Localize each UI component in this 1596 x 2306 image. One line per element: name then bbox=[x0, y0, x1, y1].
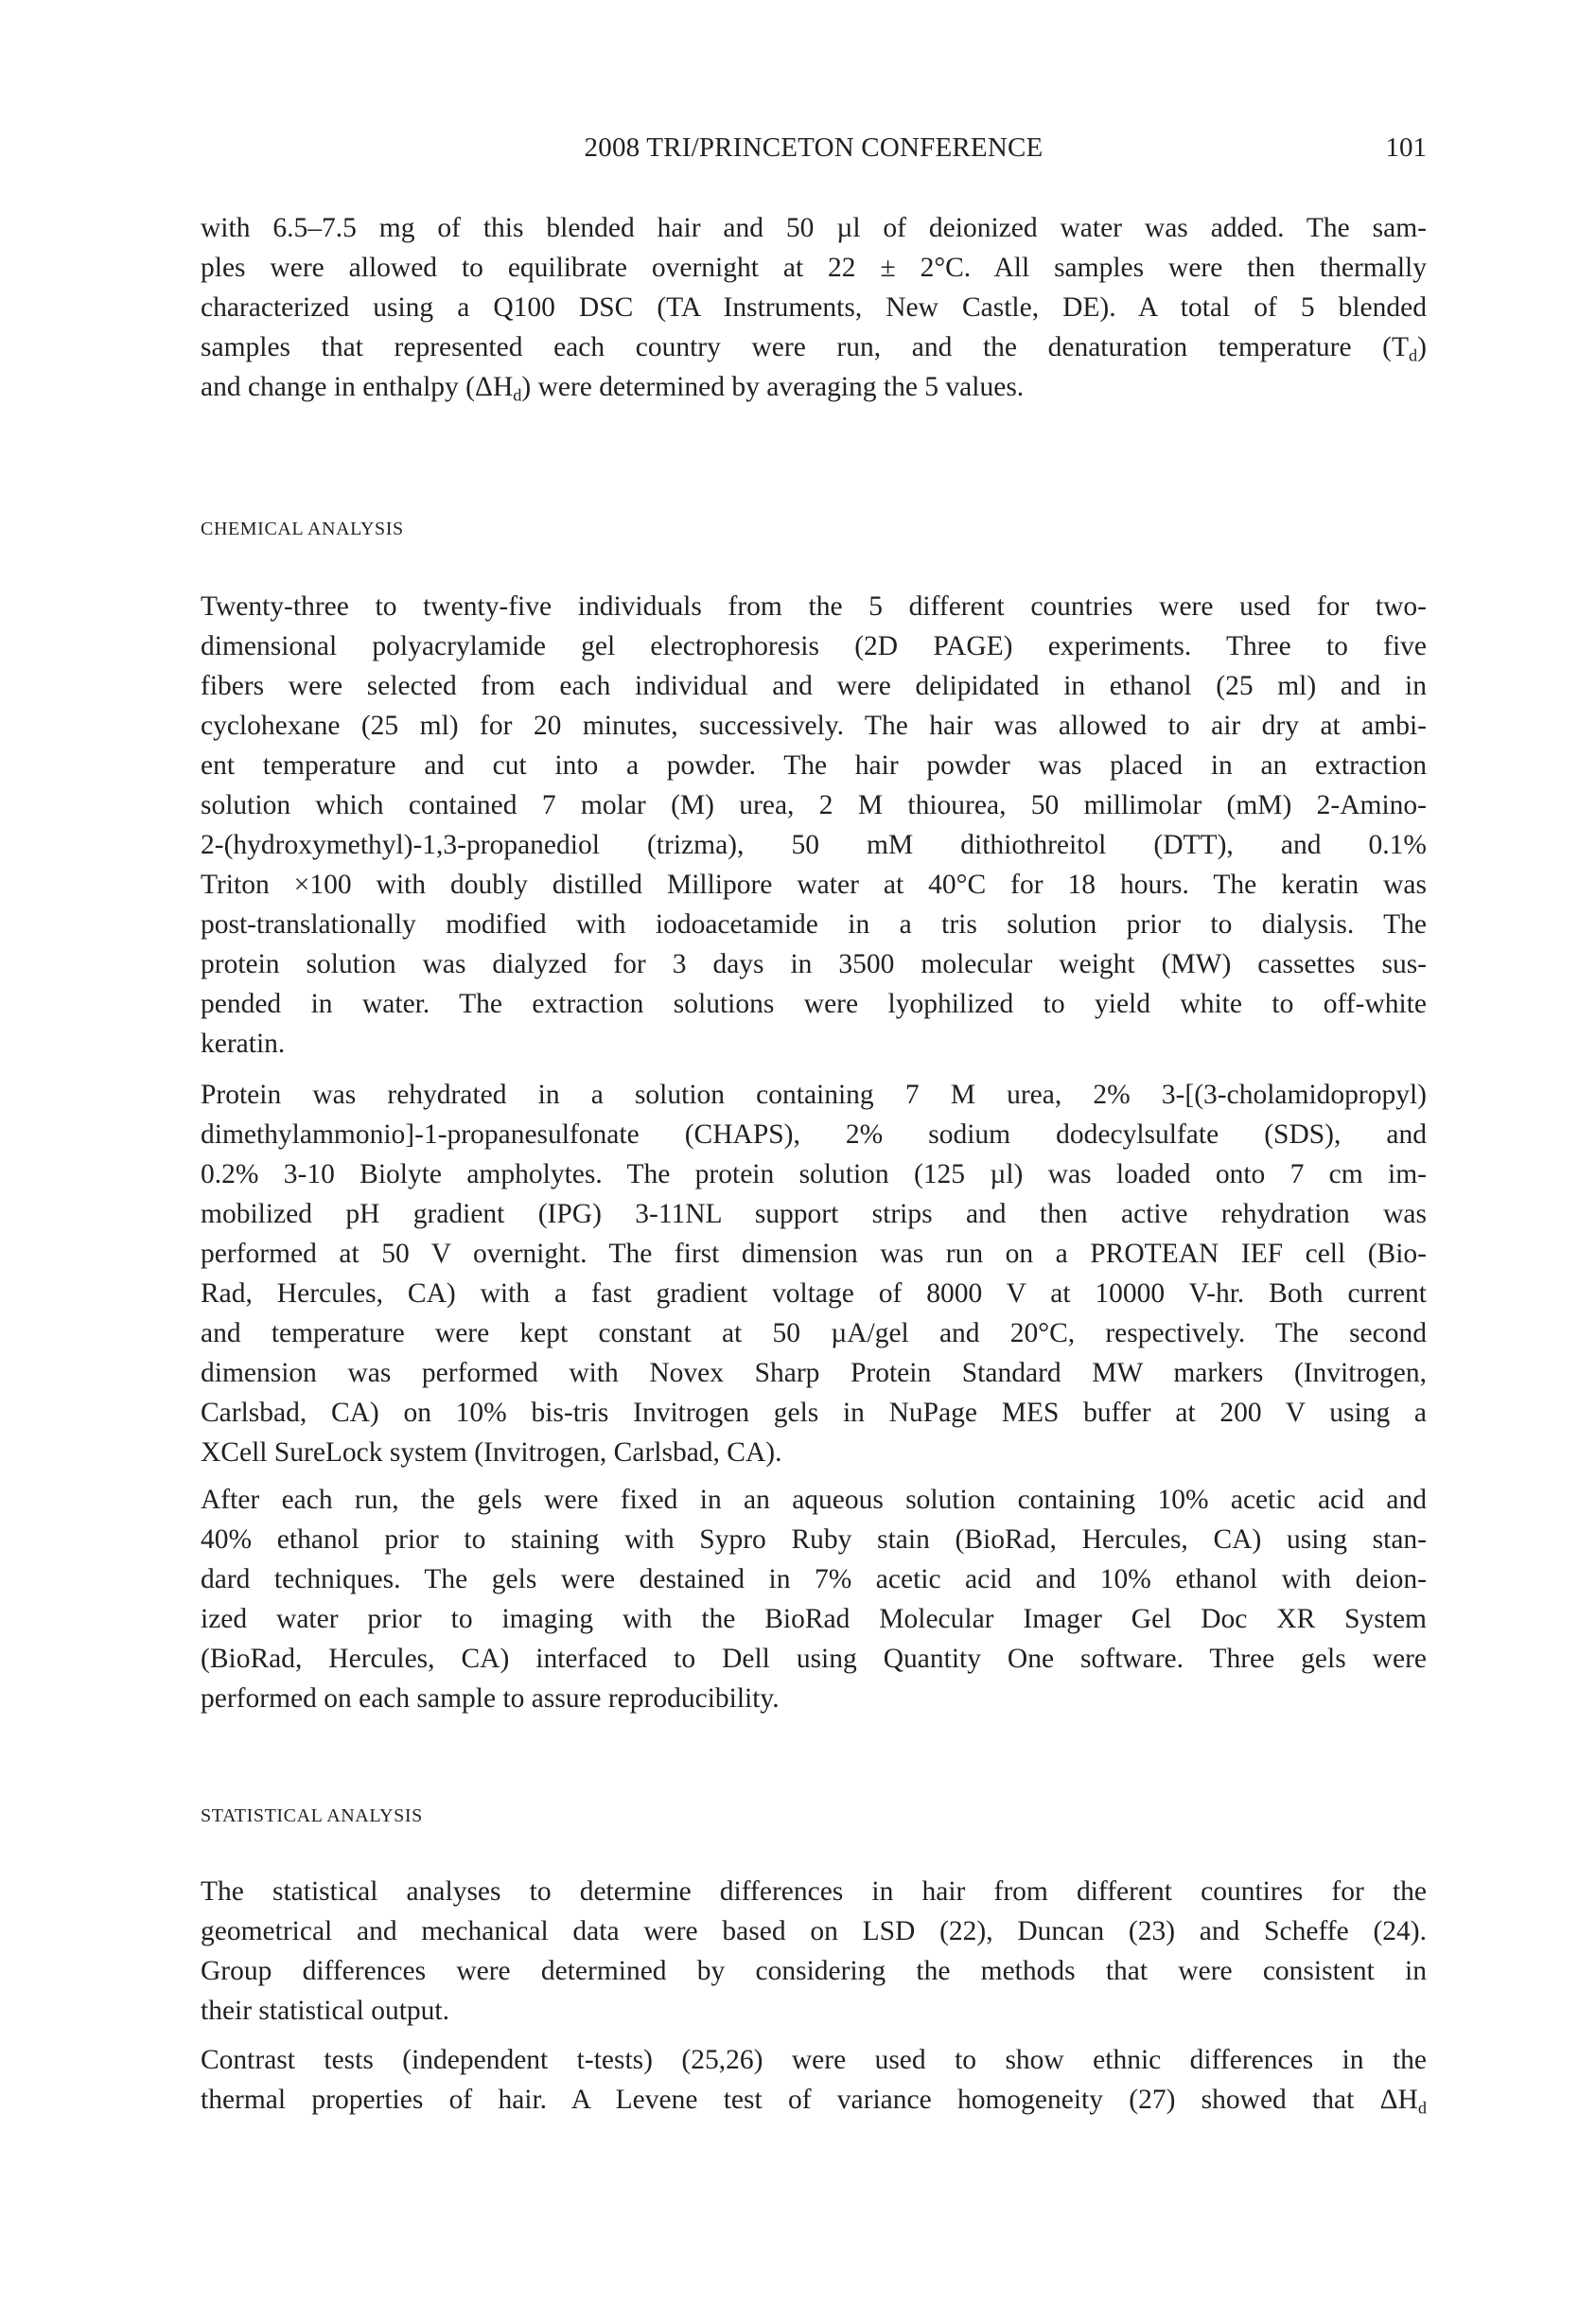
text-line: dimethylammonio]-1-propanesulfonate (CHAPS), 2% sodium dodecylsulfate (SDS), and bbox=[201, 1119, 1427, 1150]
text-line bbox=[201, 327, 1427, 367]
text-span: ) were determined by averaging the 5 values. bbox=[521, 372, 1025, 402]
text-line: solution which contained 7 molar (M) urea, 2 M thiourea, 50 millimolar (mM) 2-Amino- bbox=[201, 790, 1427, 820]
text-line: protein solution was dialyzed for 3 days in 3500 molecular weight (MW) cassettes sus- bbox=[201, 949, 1427, 979]
section-heading-statistical-analysis: STATISTICAL ANALYSIS bbox=[201, 1805, 423, 1826]
text-line bbox=[201, 367, 1427, 407]
text-line: pended in water. The extraction solutions were lyophilized to yield white to off-white bbox=[201, 989, 1427, 1019]
text-line: Carlsbad, CA) on 10% bis-tris Invitrogen gels in NuPage MES buffer at 200 V using a bbox=[201, 1398, 1427, 1428]
text-line: characterized using a Q100 DSC (TA Instruments, New Castle, DE). A total of 5 blended bbox=[201, 292, 1427, 323]
text-line: dimensional polyacrylamide gel electrophoresis (2D PAGE) experiments. Three to five bbox=[201, 631, 1427, 661]
text-line: fibers were selected from each individual and were delipidated in ethanol (25 ml) and in bbox=[201, 671, 1427, 701]
text-line: post-translationally modified with iodoacetamide in a tris solution prior to dialysis. The bbox=[201, 909, 1427, 940]
text-line: and temperature were kept constant at 50 µA/gel and 20°C, respectively. The second bbox=[201, 1318, 1427, 1348]
text-span: ) bbox=[1417, 332, 1427, 362]
text-line: geometrical and mechanical data were based on LSD (22), Duncan (23) and Scheffe (24). bbox=[201, 1916, 1427, 1946]
text-span: samples that represented each country were run, and the denaturation temperature (T bbox=[201, 332, 1410, 362]
section-heading-chemical-analysis: CHEMICAL ANALYSIS bbox=[201, 519, 404, 539]
text-line: 40% ethanol prior to staining with Sypro Ruby stain (BioRad, Hercules, CA) using stan- bbox=[201, 1524, 1427, 1555]
text-line: mobilized pH gradient (IPG) 3-11NL support strips and then active rehydration was bbox=[201, 1199, 1427, 1229]
text-line: Contrast tests (independent t-tests) (25,26) were used to show ethnic differences in the bbox=[201, 2045, 1427, 2075]
text-line: dard techniques. The gels were destained in 7% acetic acid and 10% ethanol with deion- bbox=[201, 1564, 1427, 1594]
text-line: After each run, the gels were fixed in an aqueous solution containing 10% acetic acid and bbox=[201, 1485, 1427, 1515]
text-line: Group differences were determined by considering the methods that were consistent in bbox=[201, 1956, 1427, 1986]
text-line: XCell SureLock system (Invitrogen, Carlsbad, CA). bbox=[201, 1437, 782, 1468]
text-line: keratin. bbox=[201, 1029, 286, 1059]
subscript: d bbox=[513, 385, 522, 405]
paragraph-chemical-2 bbox=[201, 1075, 1427, 1472]
paragraph-chemical-3 bbox=[201, 1480, 1427, 1718]
page-number: 101 bbox=[1385, 132, 1427, 163]
text-line: ples were allowed to equilibrate overnight at 22 ± 2°C. All samples were then thermally bbox=[201, 253, 1427, 283]
text-line: The statistical analyses to determine differences in hair from different countires for the bbox=[201, 1876, 1427, 1907]
text-span: and change in enthalpy (ΔH bbox=[201, 372, 514, 402]
text-line: Twenty-three to twenty-five individuals from the 5 different countries were used for two- bbox=[201, 591, 1427, 622]
running-header-title: 2008 TRI/PRINCETON CONFERENCE bbox=[584, 132, 1044, 163]
text-line: their statistical output. bbox=[201, 1996, 449, 2026]
subscript: d bbox=[1409, 345, 1418, 365]
text-line bbox=[201, 2080, 1427, 2120]
subscript: d bbox=[1417, 2098, 1427, 2118]
text-span: thermal properties of hair. A Levene test of variance homogeneity (27) showed that ΔH bbox=[201, 2085, 1418, 2115]
paragraph-intro bbox=[201, 208, 1427, 407]
text-line: Protein was rehydrated in a solution containing 7 M urea, 2% 3-[(3-cholamidopropyl) bbox=[201, 1080, 1427, 1110]
text-line: 2-(hydroxymethyl)-1,3-propanediol (trizma), 50 mM dithiothreitol (DTT), and 0.1% bbox=[201, 830, 1427, 860]
text-line: dimension was performed with Novex Sharp Protein Standard MW markers (Invitrogen, bbox=[201, 1358, 1427, 1388]
text-line: Rad, Hercules, CA) with a fast gradient voltage of 8000 V at 10000 V-hr. Both current bbox=[201, 1278, 1427, 1309]
paragraph-statistical-1 bbox=[201, 1872, 1427, 2031]
text-line: 0.2% 3-10 Biolyte ampholytes. The protein solution (125 µl) was loaded onto 7 cm im- bbox=[201, 1159, 1427, 1189]
text-line: Triton ×100 with doubly distilled Millipore water at 40°C for 18 hours. The keratin was bbox=[201, 870, 1427, 900]
text-line: performed on each sample to assure reproducibility. bbox=[201, 1683, 780, 1714]
paragraph-chemical-1 bbox=[201, 587, 1427, 1064]
text-line: (BioRad, Hercules, CA) interfaced to Dell using Quantity One software. Three gels were bbox=[201, 1644, 1427, 1674]
text-line: cyclohexane (25 ml) for 20 minutes, successively. The hair was allowed to air dry at ambi- bbox=[201, 711, 1427, 741]
text-line: ized water prior to imaging with the BioRad Molecular Imager Gel Doc XR System bbox=[201, 1604, 1427, 1634]
text-line: ent temperature and cut into a powder. The hair powder was placed in an extraction bbox=[201, 750, 1427, 781]
running-header bbox=[201, 132, 1427, 170]
text-line: with 6.5–7.5 mg of this blended hair and 50 µl of deionized water was added. The sam- bbox=[201, 213, 1427, 243]
text-line: performed at 50 V overnight. The first dimension was run on a PROTEAN IEF cell (Bio- bbox=[201, 1239, 1427, 1269]
paragraph-statistical-2 bbox=[201, 2040, 1427, 2120]
